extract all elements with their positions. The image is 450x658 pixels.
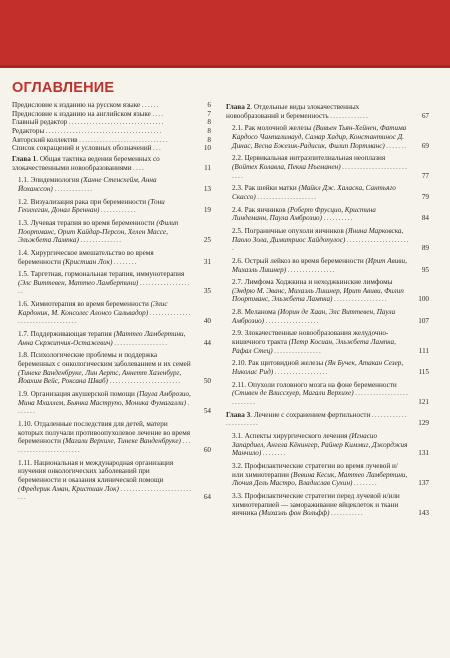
toc-entry-authors: (Ханне Стенсхейм, Анна Йохансcон) — [18, 176, 157, 193]
toc-entry-title — [18, 351, 211, 386]
dot-leader: . . . . . . . . . . . . . . . . . . . . . . . . . . . — [18, 484, 191, 502]
toc-entry-title — [232, 206, 429, 223]
toc-entry-title — [12, 155, 211, 172]
toc-entry-title — [12, 118, 211, 127]
toc-entry-title — [12, 101, 211, 110]
dot-leader: . . . . . . . . . . . . — [99, 206, 136, 215]
dot-leader: . . . . . . . . — [352, 479, 377, 488]
toc-page-number: 77 — [421, 171, 429, 180]
toc-page-number: 143 — [418, 509, 429, 518]
toc-entry-authors: (Войтех Колавла, Пекка Нъеманен) — [232, 162, 341, 171]
toc-entry[interactable] — [12, 101, 211, 110]
page-title: ОГЛАВЛЕНИЕ — [12, 80, 115, 96]
dot-leader: . . . — [151, 144, 161, 153]
toc-entry-authors: (Янина Марковска, Паоло Зола, Димитриос Хайдопулос) — [232, 226, 404, 244]
toc-entry-authors: (Маттео Ламбертини, Анна Скржипчик-Остажевич) — [18, 330, 186, 347]
toc-page-number: 131 — [418, 449, 429, 458]
dot-leader: . . . . . . . . . . . . . . . . . . — [112, 338, 167, 347]
toc-entry-authors: (Фредерик Аман, Кристиан Лок) — [18, 484, 119, 493]
toc-entry-text: 2.4. Рак яичников — [232, 205, 286, 214]
toc-entry-text: . Лечение с сохранением фертильности — [250, 410, 371, 419]
toc-entry-text: 1.1. Эпидемиология — [18, 176, 80, 185]
toc-entry-text: 2.6. Острый лейкоз во время беременности — [232, 256, 364, 265]
toc-entry-text: 2.2. Цервикальная интраэпителиальная неоплазия — [232, 154, 386, 163]
toc-entry-authors: (Магали Верхиxе, Тинеке Ванденбрукe) — [62, 437, 181, 446]
toc-entry-authors: (Элис Кардоник, М. Консолес Алонсо Сальвадор) — [18, 300, 168, 317]
dot-leader: . . . . . . — [140, 101, 159, 109]
toc-page-number: 13 — [203, 184, 211, 193]
toc-entry-text: 1.10. Отдаленные последствия для детей, матери которых получали противоопухолевое лечение во время беременности — [18, 420, 191, 446]
toc-right-column — [226, 101, 429, 522]
toc-entry-title — [232, 184, 429, 201]
toc-entry-authors: (Паула Амброзио, Мина Мхаллем, Бьянка Маструпо, Моника Фумагалли) — [18, 390, 191, 407]
toc-entry-title — [226, 411, 429, 428]
toc-entry-authors: (Михаэль фон Вольфф) — [258, 509, 330, 518]
toc-entry-text: 1.6. Химиотерапия во время беременности — [18, 300, 149, 309]
toc-left-column — [12, 101, 211, 506]
dot-leader: . . . . . . . . . . . . . . . . . . . . — [255, 192, 316, 201]
toc-page-number: 111 — [418, 346, 429, 355]
toc-page-number: 67 — [421, 111, 429, 120]
toc-entry-authors: (Вивьен Тьян-Хейнен, Фатима Кардосо Чампалимауд, Самар Хадир, Константинос Д. Динас, Весна Бжезик-Радисик, Филип Портманс) — [232, 124, 407, 150]
toc-page-number: 60 — [203, 445, 211, 454]
toc-page-number: 137 — [418, 479, 429, 488]
dot-leader: . . . . . . . . . . . — [329, 509, 363, 518]
toc-entry[interactable] — [12, 118, 211, 127]
toc-entry-title — [18, 270, 211, 296]
toc-entry-title — [232, 381, 429, 407]
toc-page-number: 69 — [421, 141, 429, 150]
toc-entry[interactable] — [226, 411, 429, 428]
toc-entry-text: 3.3. Профилактические стратегии перед лучевой и/или химиотерапией — замораживание яйцеклеток и ткани яичника — [232, 491, 400, 518]
toc-entry[interactable] — [12, 136, 211, 145]
toc-entry-text: 1.11. Национальная и международная организация изучения онкологических заболеваний при беременности и оказания клинической помощи — [18, 458, 174, 484]
toc-page-number: 79 — [421, 192, 429, 201]
toc-page-number: 6 — [207, 101, 211, 109]
dot-leader: . . . . . . . . . . . . . . . . . . . . . . . . . . — [232, 162, 407, 180]
dot-leader: . . . . — [131, 163, 144, 172]
toc-entry-authors: (Вевина Кесик, Маттео Ламбертини, Лючия Дель Мастро, Владислав Сухин) — [232, 470, 408, 488]
toc-page-number: 44 — [203, 338, 211, 347]
dot-leader: . . . . . . . . . . . . . . . . . . — [332, 295, 387, 304]
toc-entry-title — [12, 110, 211, 119]
toc-entry-text: 2.11. Опухоли головного мозга на фоне беременности — [232, 380, 397, 389]
toc-entry-title — [18, 330, 211, 347]
toc-entry[interactable] — [226, 103, 429, 120]
toc-entry-authors: (Роберт Фрусцио, Кристина Линдеманн, Паула Амброзио) — [232, 205, 376, 223]
toc-entry-title — [232, 359, 429, 376]
toc-entry[interactable] — [12, 127, 211, 136]
dot-leader: . . . . . . . . . . . . . . — [78, 236, 121, 245]
toc-page-number: 89 — [421, 244, 429, 253]
dot-leader: . . . . . . . . . . . . . . . . . . . . . . . . — [108, 377, 180, 386]
toc-entry-title — [18, 300, 211, 326]
chapter-number: Глава 1 — [12, 154, 37, 163]
dot-leader: . . . . . . . . . . . . . . . . . . . . . . . . . . . . . . . . . . . . . . . — [44, 126, 162, 135]
toc-entry-text: 1.2. Визуализация рака при беременности — [18, 197, 147, 206]
toc-entry-title — [12, 136, 211, 145]
toc-entry-authors: (Петр Косиан, Эльжбета Лампка, Рафал Стец) — [232, 338, 396, 355]
dot-leader: . . . . . . . — [384, 141, 406, 150]
toc-entry-text: 2.10. Рак щитовидной железы — [232, 359, 324, 368]
toc-entry-text: 3.2. Профилактические стратегии во время лучевой и/или химиотерапии — [232, 461, 398, 479]
toc-entry[interactable] — [226, 154, 429, 180]
toc-entry-text: 1.9. Организация акушерской помощи — [18, 390, 135, 399]
toc-entry-title — [226, 103, 429, 120]
toc-entry-title — [232, 329, 429, 355]
toc-entry-text: 3.1. Аспекты хирургического лечения — [232, 432, 348, 440]
toc-entry[interactable] — [12, 300, 211, 326]
toc-page-number: 25 — [203, 236, 211, 245]
dot-leader: . . . . . . . . . . . . . . . . . . . . . . — [232, 235, 409, 253]
toc-entry-authors: (Игнасио Запардиел, Ангела Кёнингер, Райнер Киммиг, Джорджия Манчило) — [232, 432, 408, 458]
toc-entry[interactable] — [226, 124, 429, 150]
dot-leader: . . . . . . . . . . . . . . . . . . . . . . . — [226, 410, 407, 428]
toc-entry-title — [232, 308, 429, 325]
toc-page-number: 95 — [421, 265, 429, 274]
toc-entry-authors: (Тони Геолхеган, Донал Бреннан) — [18, 197, 165, 215]
toc-entry-authors: (Кристиан Лок) — [62, 257, 113, 266]
header-color-band — [0, 0, 450, 68]
toc-entry-text: 1.7. Поддерживающая терапия — [18, 330, 112, 339]
dot-leader: . . . . . . . — [18, 398, 190, 416]
toc-entry[interactable] — [12, 110, 211, 119]
toc-page-number: 64 — [203, 493, 211, 502]
toc-page-number: 40 — [203, 317, 211, 326]
toc-entry[interactable] — [12, 198, 211, 215]
toc-page-number: 8 — [207, 118, 211, 127]
toc-page-number: 84 — [421, 214, 429, 223]
dot-leader: . . . . . . . . — [112, 257, 137, 266]
toc-entry-text: 1.8. Психологические проблемы и поддержка беременных с онкологическим заболеванием и их семей — [18, 351, 191, 369]
toc-entry-text: 1.5. Таргетная, гормональная терапия, иммунотерапия — [18, 270, 185, 279]
dot-leader: . . . . . . . . — [261, 449, 286, 458]
toc-entry-text: . Общая тактика ведения беременных со злокачественными новообразованиями — [12, 154, 160, 172]
toc-entry-text: 1.3. Лучевая терапия во время беременности — [18, 218, 155, 227]
toc-entry-authors: (Филип Поортманс, Орит Кайдар-Персон, Хелен Массе, Эльжбета Лампка) — [18, 218, 179, 245]
toc-entry[interactable] — [226, 206, 429, 223]
toc-page-number: 54 — [203, 407, 211, 416]
toc-entry-title — [18, 249, 211, 266]
toc-entry[interactable] — [226, 432, 429, 458]
toc-entry-title — [18, 219, 211, 245]
toc-page-number: 35 — [203, 287, 211, 296]
dot-leader: . . . . . . . . . . . . . . . . . . . — [18, 278, 190, 296]
dot-leader: . . . . — [150, 109, 163, 118]
dot-leader: . . . . . . . . . . . . . . . . . . . . . . . . . . . . . . . . — [67, 118, 164, 127]
dot-leader: . . . . . . . . . . . . . . . . — [272, 346, 321, 355]
toc-page-number: 11 — [204, 163, 211, 172]
dot-leader: . . . . . . . . . . — [322, 214, 352, 223]
toc-entry-title — [232, 227, 429, 253]
toc-page-number: 8 — [207, 135, 211, 144]
toc-entry-text: 2.9. Злокачественные новообразования желудочно-кишечного тракта — [232, 329, 389, 347]
toc-entry-title — [232, 278, 429, 304]
toc-entry-text: . Отдельные виды злокачественных новообразований и беременность — [226, 103, 360, 120]
toc-entry-title — [232, 124, 429, 150]
toc-entry-title — [232, 154, 429, 180]
toc-entry-authors: (Тинеке Ванденбрукe, Лин Аертс, Аннетт Хазенбург, Йоахим Вейс, Роксана Шваб) — [18, 368, 182, 386]
toc-entry[interactable] — [12, 176, 211, 193]
toc-entry-text: Главный редактор — [12, 118, 68, 127]
toc-entry-text: 2.3. Рак шейки матки — [232, 184, 297, 193]
toc-entry[interactable] — [226, 359, 429, 376]
toc-entry[interactable] — [12, 249, 211, 266]
toc-page-number: 115 — [418, 368, 429, 377]
toc-entry-text: Редакторы — [12, 126, 45, 135]
toc-entry-title — [18, 420, 211, 455]
toc-entry[interactable] — [12, 459, 211, 502]
dot-leader: . . . . . . . . . . . . . — [52, 184, 92, 193]
toc-entry[interactable] — [226, 308, 429, 325]
toc-entry-text: 1.4. Хирургическое вмешательство во время беременности — [18, 248, 154, 266]
toc-page-number: 7 — [207, 109, 211, 118]
toc-page-number: 8 — [207, 126, 211, 135]
toc-entry-title — [232, 492, 429, 518]
toc-entry[interactable] — [12, 390, 211, 416]
toc-entry-title — [18, 176, 211, 193]
toc-entry[interactable] — [226, 257, 429, 274]
toc-entry[interactable] — [12, 270, 211, 296]
dot-leader: . . . . . . . . . . . . . . . . . . — [273, 368, 327, 377]
toc-entry[interactable] — [12, 155, 211, 172]
toc-entry-text: Предисловие к изданию на русском языке — [12, 101, 141, 109]
toc-page-number: 50 — [203, 377, 211, 386]
toc-entry-title — [18, 459, 211, 502]
chapter-number: Глава 2 — [226, 103, 251, 111]
dot-leader: . . . . . . . . . . . . . . . . . . . . . . . . . . . . . . — [77, 135, 168, 144]
toc-entry-text: Авторский коллектив — [12, 135, 78, 144]
toc-entry-text: Предисловие к изданию на английском языке — [12, 109, 151, 118]
toc-entry-authors: (Майкл Дж. Халаска, Сантьяго Скассо) — [232, 184, 396, 201]
dot-leader: . . . . . . . . . . . . . . . . — [286, 265, 334, 274]
toc-page-number: 10 — [203, 144, 211, 153]
toc-entry[interactable] — [12, 351, 211, 386]
toc-page-number: 100 — [418, 295, 429, 304]
dot-leader: . . . . . . . . . . . . . . . . . . . . . . . . . . . . . . . . . . — [18, 308, 191, 326]
toc-entry-title — [232, 257, 429, 274]
toc-entry[interactable] — [12, 219, 211, 245]
toc-entry-title — [232, 432, 429, 458]
dot-leader: . . . . . . . . . . . . . — [328, 111, 368, 120]
toc-entry-text: 2.7. Лимфома Ходжкина и неходжкинские лимфомы — [232, 278, 393, 287]
dot-leader: . . . . . . . . . . . . . . . . . . . . . . . . — [18, 437, 190, 454]
toc-entry-authors: (Ян Бучек, Атакан Сезер, Николас Рид) — [232, 359, 404, 377]
toc-entry-title — [232, 462, 429, 488]
toc-entry-title — [12, 127, 211, 136]
toc-entry-authors: (Эндрю М. Эванс, Михаэль Лишнер, Ирит Авиви, Филип Поортманс, Эльжбета Лампка) — [232, 286, 404, 304]
toc-entry[interactable] — [226, 381, 429, 407]
toc-entry[interactable] — [226, 329, 429, 355]
toc-entry[interactable] — [12, 330, 211, 347]
toc-entry-text: 2.5. Пограничные опухоли яичников — [232, 226, 344, 235]
toc-entry-title — [18, 198, 211, 215]
toc-entry[interactable] — [226, 492, 429, 518]
toc-entry[interactable] — [12, 144, 211, 153]
dot-leader: . . . . . . . . . . . . . . . . . . . . . . . . . . — [232, 389, 408, 407]
toc-page-number: 121 — [418, 398, 429, 407]
toc-entry-text: 2.8. Меланома — [232, 308, 276, 317]
toc-page-number: 19 — [203, 206, 211, 215]
toc-entry[interactable] — [12, 420, 211, 455]
chapter-number: Глава 3 — [226, 410, 251, 419]
toc-entry-authors: (Стивен де Влиссхуер, Магали Верхиxе) — [232, 389, 354, 398]
toc-page-number: 31 — [203, 257, 211, 266]
toc-entry[interactable] — [226, 227, 429, 253]
toc-entry[interactable] — [226, 184, 429, 201]
toc-page-number: 129 — [418, 419, 429, 428]
toc-entry[interactable] — [226, 278, 429, 304]
toc-entry[interactable] — [226, 462, 429, 488]
toc-entry-authors: (Элс Виттевен, Маттео Ламбертини) — [18, 278, 139, 287]
toc-entry-text: 2.1. Рак молочной железы — [232, 124, 312, 133]
toc-entry-authors: (Иорин де Хаан, Элс Виттевен, Паула Амброзио) — [232, 308, 396, 325]
toc-entry-text: Список сокращений и условных обозначений — [12, 144, 152, 153]
dot-leader: . . . . . . . . . . . . . . . . . . — [264, 316, 318, 325]
toc-entry-title — [18, 390, 211, 416]
toc-entry-authors: (Ирит Авиви, Михаэль Лишнер) — [232, 256, 407, 274]
toc-page-number: 107 — [418, 316, 429, 325]
toc-entry-title — [12, 144, 211, 153]
